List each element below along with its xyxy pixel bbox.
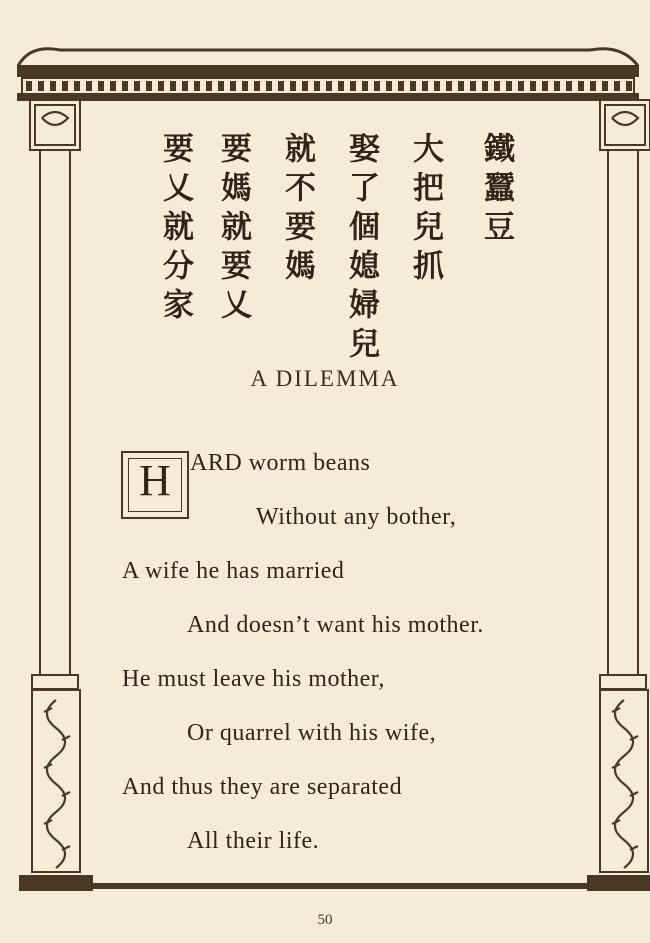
poem-line-4: And doesn’t want his mother. [187, 612, 484, 638]
chinese-column-3: 娶了個媳婦兒 [343, 132, 379, 366]
poem-line-8: All their life. [187, 828, 320, 854]
poem-title: A DILEMMA [250, 366, 400, 391]
chinese-column-2: 大把兒抓 [407, 132, 443, 288]
page-number: 50 [317, 912, 333, 928]
chinese-column-6: 要乂就分家 [157, 132, 193, 327]
chinese-column-1: 鐵蠶豆 [478, 132, 514, 249]
drop-cap-letter: H [139, 456, 171, 505]
chinese-column-4: 就不要媽 [279, 132, 315, 288]
poem-line-7: And thus they are separated [122, 774, 403, 800]
drop-cap-box [121, 451, 189, 519]
poem-line-2: Without any bother, [256, 504, 457, 530]
chinese-column-5: 要媽就要乂 [215, 132, 251, 327]
poem-line-3: A wife he has married [122, 558, 345, 584]
poem-line-5: He must leave his mother, [122, 666, 385, 692]
poem-line-6: Or quarrel with his wife, [187, 720, 437, 746]
poem-line-1: ARD worm beans [190, 450, 371, 476]
